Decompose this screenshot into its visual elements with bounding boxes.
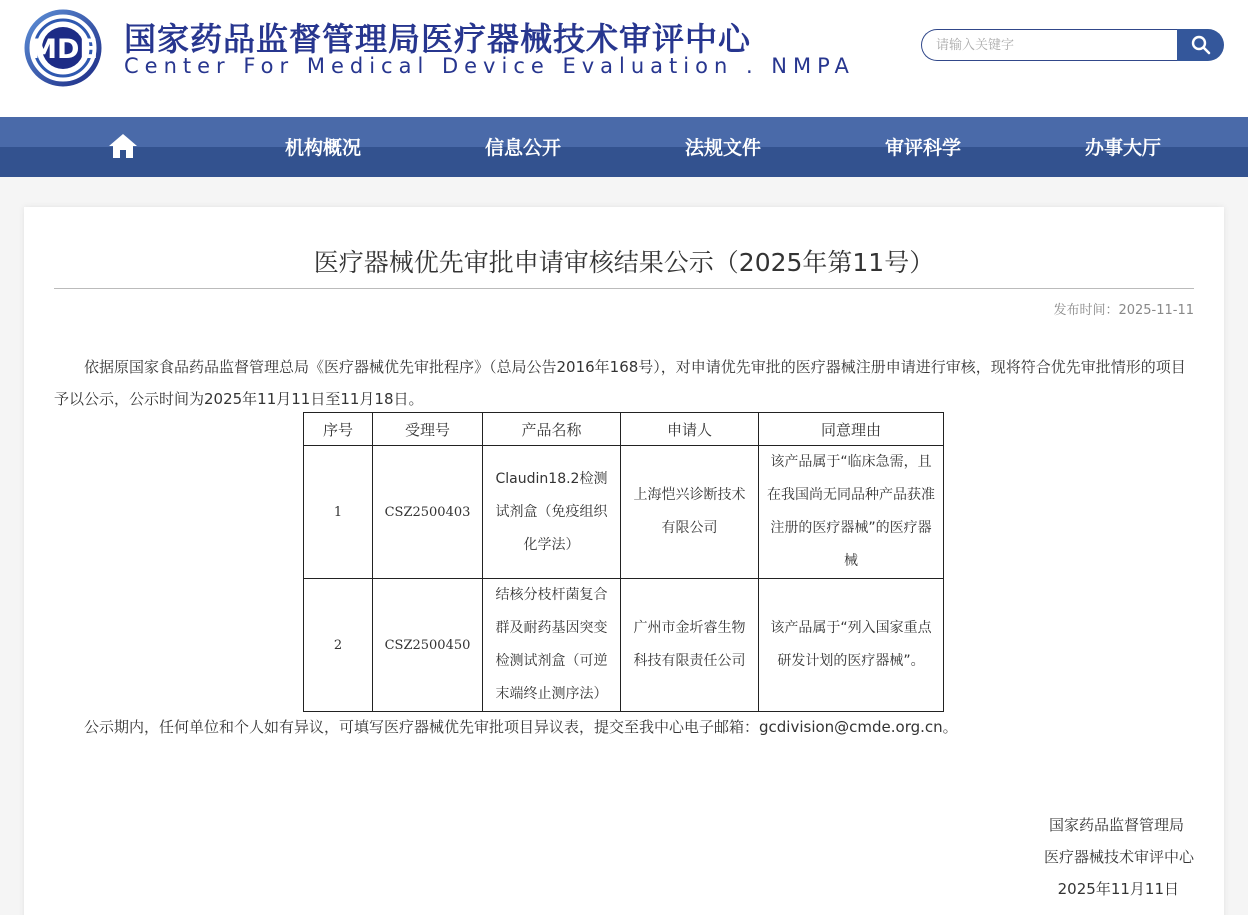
nav-item-about[interactable]: 机构概况	[284, 137, 361, 159]
table-row	[304, 446, 944, 579]
article-card	[24, 207, 1224, 915]
cell-applicant: 上海恺兴诊断技术有限公司	[621, 446, 759, 579]
objection-note: 公示期内，任何单位和个人如有异议，可填写医疗器械优先审批项目异议表，提交至我中心电子邮箱：gcdivision@cmde.org.cn。	[84, 718, 958, 736]
signature-org1: 国家药品监督管理局	[1048, 816, 1184, 834]
nav-item-info[interactable]: 信息公开	[484, 137, 561, 159]
publish-date: 发布时间：2025-11-11	[1053, 303, 1194, 318]
main-nav	[0, 117, 1248, 177]
cell-product: Claudin18.2检测试剂盒（免疫组织化学法）	[483, 446, 621, 579]
signature-org2: 医疗器械技术审评中心	[1043, 848, 1194, 866]
col-header-accept-no: 受理号	[373, 413, 483, 446]
col-header-product: 产品名称	[483, 413, 621, 446]
site-header	[0, 0, 1248, 117]
home-icon[interactable]	[108, 133, 138, 159]
table-header-row	[304, 413, 944, 446]
svg-text:MDE: MDE	[30, 34, 98, 65]
col-header-reason: 同意理由	[759, 413, 944, 446]
signature-date: 2025年11月11日	[1057, 880, 1179, 898]
table-row	[304, 579, 944, 712]
cell-reason: 该产品属于“列入国家重点研发计划的医疗器械”。	[759, 579, 944, 712]
cell-accept-no: CSZ2500403	[373, 446, 483, 579]
cell-product: 结核分枝杆菌复合群及耐药基因突变检测试剂盒（可逆末端终止测序法）	[483, 579, 621, 712]
title-divider	[54, 288, 1194, 289]
col-header-applicant: 申请人	[621, 413, 759, 446]
cell-reason: 该产品属于“临床急需，且在我国尚无同品种产品获准注册的医疗器械”的医疗器械	[759, 446, 944, 579]
nav-item-services[interactable]: 办事大厅	[1084, 137, 1161, 159]
article-title: 医疗器械优先审批申请审核结果公示（2025年第11号）	[313, 248, 935, 277]
site-title-cn: 国家药品监督管理局医疗器械技术审评中心	[124, 20, 752, 58]
search-box	[921, 29, 1224, 61]
cell-no: 1	[304, 446, 373, 579]
nav-item-regulations[interactable]: 法规文件	[684, 137, 761, 159]
search-input[interactable]	[921, 29, 1181, 61]
cell-applicant: 广州市金圻睿生物科技有限责任公司	[621, 579, 759, 712]
nav-item-science[interactable]: 审评科学	[884, 137, 961, 159]
priority-approval-table	[303, 412, 944, 712]
search-button[interactable]	[1177, 29, 1224, 61]
cell-accept-no: CSZ2500450	[373, 579, 483, 712]
cell-no: 2	[304, 579, 373, 712]
site-title-en: Center For Medical Device Evaluation . NMPA	[124, 54, 855, 78]
mde-logo[interactable]	[24, 9, 118, 87]
col-header-no: 序号	[304, 413, 373, 446]
intro-paragraph: 依据原国家食品药品监督管理总局《医疗器械优先审批程序》（总局公告2016年168号），对申请优先审批的医疗器械注册申请进行审核，现将符合优先审批情形的项目予以公示，公示时间为2025年11月11日至11月18日。	[54, 358, 1186, 408]
search-icon	[1191, 35, 1211, 55]
